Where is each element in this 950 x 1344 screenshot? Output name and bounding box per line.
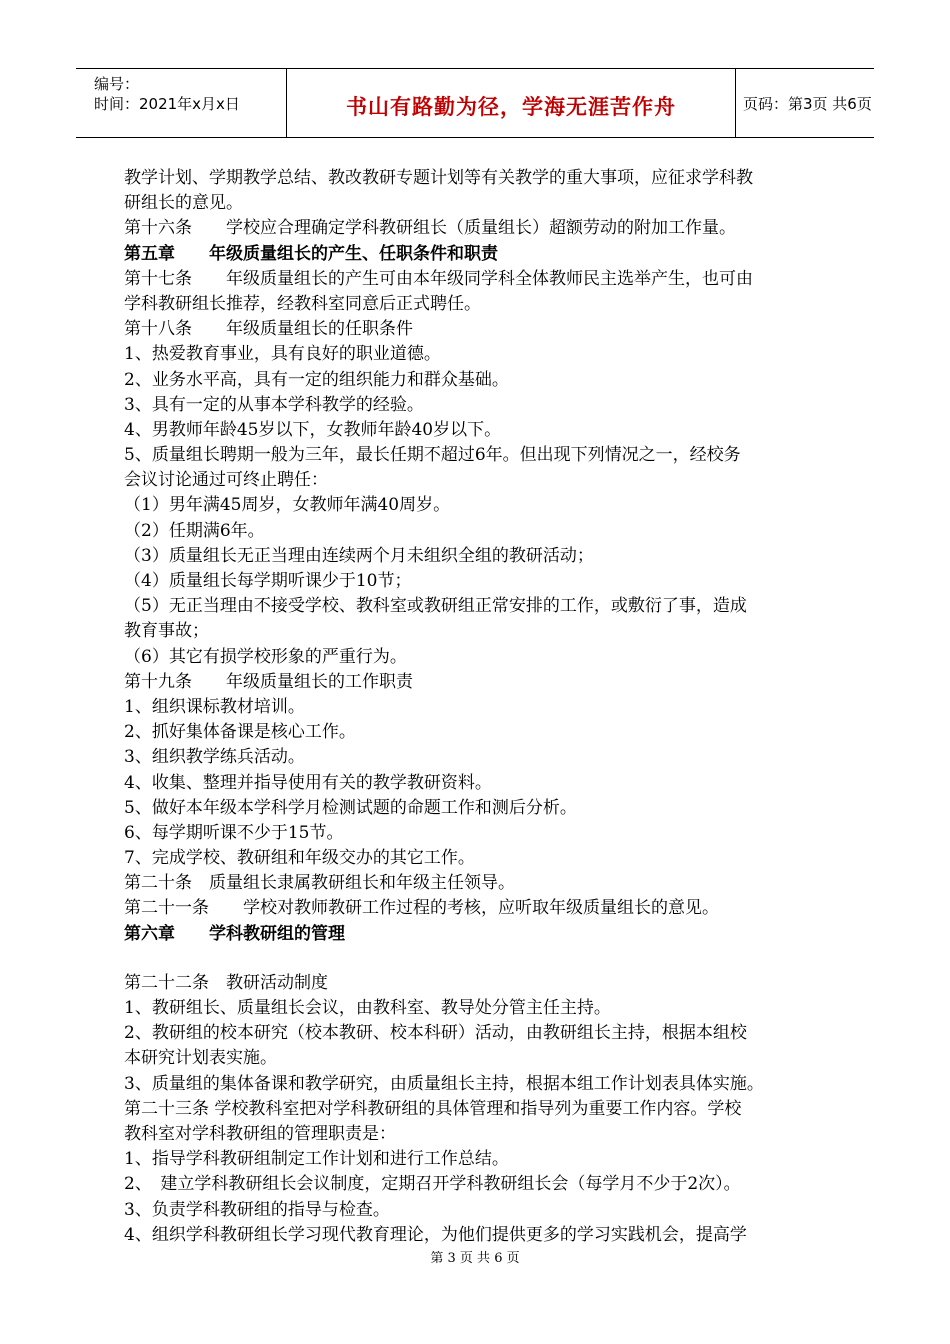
- text-line: 第十八条 年级质量组长的任职条件: [124, 319, 413, 340]
- text-line: 6、每学期听课不少于15节。: [124, 822, 344, 843]
- text-line: 3、具有一定的从事本学科教学的经验。: [124, 394, 424, 415]
- header-motto: 书山有路勤为径，学海无涯苦作舟: [346, 95, 676, 119]
- text-line: 教学计划、学期教学总结、教改教研专题计划等有关教学的重大事项，应征求学科教: [124, 168, 753, 188]
- header-info-cell: [76, 69, 286, 137]
- text-line: （2）任期满6年。: [124, 520, 265, 541]
- text-line: 5、质量组长聘期一般为三年，最长任期不超过6年。但出现下列情况之一，经校务: [124, 445, 741, 466]
- text-line: （6）其它有损学校形象的严重行为。: [124, 646, 407, 667]
- text-line: 2、业务水平高，具有一定的组织能力和群众基础。: [124, 369, 509, 390]
- text-line: 第二十一条 学校对教师教研工作过程的考核，应听取年级质量组长的意见。: [124, 898, 719, 919]
- text-line: 2、 建立学科教研组长会议制度，定期召开学科教研组长会（每学月不少于2次）。: [124, 1174, 741, 1195]
- text-line: 第十七条 年级质量组长的产生可由本年级同学科全体教师民主选举产生，也可由: [124, 268, 753, 289]
- text-line: 第二十三条 学校教科室把对学科教研组的具体管理和指导列为重要工作内容。学校: [124, 1098, 742, 1119]
- page-header: [76, 68, 874, 138]
- text-line: 1、指导学科教研组制定工作计划和进行工作总结。: [124, 1149, 509, 1170]
- header-page-number: 页码：第3页 共6页: [743, 95, 872, 113]
- text-line: 第二十二条 教研活动制度: [124, 972, 328, 993]
- text-line: 第十六条 学校应合理确定学科教研组长（质量组长）超额劳动的附加工作量。: [124, 218, 736, 239]
- text-line: 1、组织课标教材培训。: [124, 696, 305, 717]
- text-line: 4、收集、整理并指导使用有关的教学教研资料。: [124, 772, 492, 793]
- header-motto-cell: [286, 69, 736, 137]
- text-line: 3、组织教学练兵活动。: [124, 747, 305, 768]
- text-line: 4、男教师年龄45岁以下，女教师年龄40岁以下。: [124, 419, 502, 440]
- text-line: 1、教研组长、质量组长会议，由教科室、教导处分管主任主持。: [124, 998, 611, 1018]
- text-line: （4）质量组长每学期听课少于10节；: [124, 571, 412, 591]
- text-line: 学科教研组长推荐，经教科室同意后正式聘任。: [124, 293, 481, 314]
- header-page-cell: [735, 69, 874, 137]
- text-line: 3、负责学科教研组的指导与检查。: [124, 1199, 390, 1220]
- text-line: 7、完成学校、教研组和年级交办的其它工作。: [124, 848, 475, 869]
- text-line: 第二十条 质量组长隶属教研组长和年级主任领导。: [124, 873, 515, 894]
- text-line: 教科室对学科教研组的管理职责是：: [124, 1123, 396, 1144]
- chapter-heading: 第五章 年级质量组长的产生、任职条件和职责: [124, 243, 498, 264]
- text-line: 本研究计划表实施。: [124, 1048, 277, 1069]
- blank-line: [124, 947, 844, 971]
- page-footer: 第 3 页 共 6 页: [430, 1251, 520, 1266]
- text-line: 4、组织学科教研组长学习现代教育理论，为他们提供更多的学习实践机会，提高学: [124, 1224, 747, 1245]
- text-line: 会议讨论通过可终止聘任：: [124, 470, 328, 491]
- text-line: （3）质量组长无正当理由连续两个月未组织全组的教研活动；: [124, 545, 594, 566]
- document-body: [124, 166, 844, 1248]
- text-line: 教育事故；: [124, 621, 209, 642]
- text-line: （5）无正当理由不接受学校、教科室或教研组正常安排的工作，或敷衍了事，造成: [124, 596, 747, 617]
- document-time-label: 时间：2021年x月x日: [94, 95, 240, 113]
- text-line: （1）男年满45周岁，女教师年满40周岁。: [124, 495, 451, 516]
- text-line: 研组长的意见。: [124, 193, 243, 214]
- text-line: 2、教研组的校本研究（校本教研、校本科研）活动，由教研组长主持，根据本组校: [124, 1023, 747, 1044]
- text-line: 2、抓好集体备课是核心工作。: [124, 722, 356, 743]
- text-line: 第十九条 年级质量组长的工作职责: [124, 671, 413, 692]
- text-line: 3、质量组的集体备课和教学研究，由质量组长主持，根据本组工作计划表具体实施。: [124, 1073, 764, 1094]
- chapter-heading: 第六章 学科教研组的管理: [124, 923, 345, 944]
- document-number-label: 编号：: [94, 75, 140, 93]
- text-line: 5、做好本年级本学科学月检测试题的命题工作和测后分析。: [124, 797, 577, 818]
- text-line: 1、热爱教育事业，具有良好的职业道德。: [124, 344, 441, 365]
